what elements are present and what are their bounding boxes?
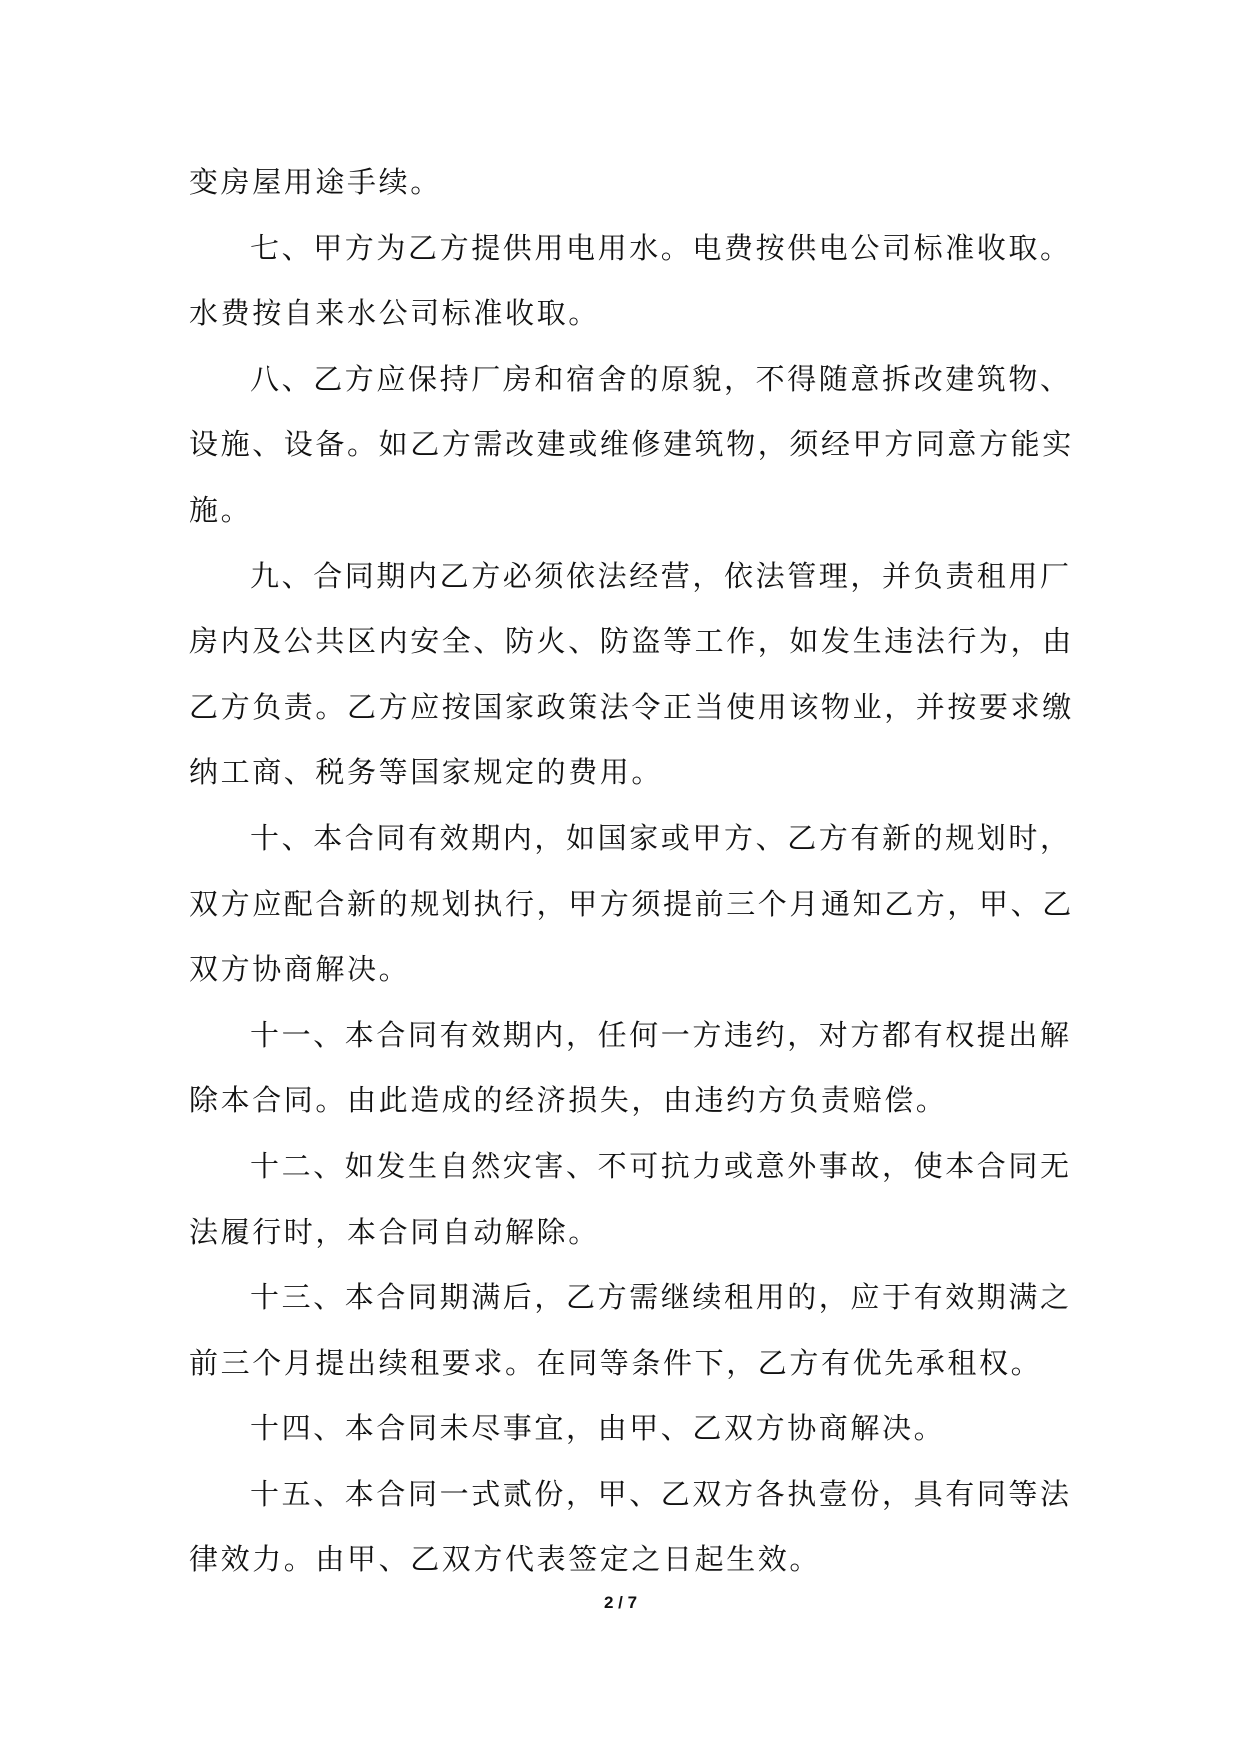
text-line: 变房屋用途手续。	[189, 165, 442, 199]
clause-9-line-2: 房内及公共区内安全、防火、防盗等工作，如发生违法行为，由	[189, 624, 1074, 659]
clause-10-line-1: 十、本合同有效期内，如国家或甲方、乙方有新的规划时，	[250, 820, 1072, 855]
clause-10-line-3: 双方协商解决。	[189, 952, 411, 987]
clause-9-line-3: 乙方负责。乙方应按国家政策法令正当使用该物业，并按要求缴	[189, 689, 1074, 724]
clause-8-line-2: 设施、设备。如乙方需改建或维修建筑物，须经甲方同意方能实	[189, 427, 1074, 462]
clause-12-line-2: 法履行时，本合同自动解除。	[189, 1214, 600, 1249]
clause-8-line-1: 八、乙方应保持厂房和宿舍的原貌，不得随意拆改建筑物、	[250, 361, 1072, 396]
clause-15-line-2: 律效力。由甲、乙双方代表签定之日起生效。	[189, 1542, 822, 1577]
clause-8-line-3: 施。	[189, 492, 253, 527]
clause-13-line-1: 十三、本合同期满后，乙方需继续租用的，应于有效期满之	[250, 1280, 1072, 1315]
clause-13-line-2: 前三个月提出续租要求。在同等条件下，乙方有优先承租权。	[189, 1345, 1043, 1380]
clause-7-line-1: 七、甲方为乙方提供用电用水。电费按供电公司标准收取。	[250, 230, 1072, 265]
page-number: 2 / 7	[603, 1593, 638, 1612]
clause-11-line-2: 除本合同。由此造成的经济损失，由违约方负责赔偿。	[189, 1083, 948, 1118]
clause-15-line-1: 十五、本合同一式贰份，甲、乙双方各执壹份，具有同等法	[250, 1476, 1072, 1511]
clause-12-line-1: 十二、如发生自然灾害、不可抗力或意外事故，使本合同无	[250, 1148, 1072, 1183]
clause-9-line-1: 九、合同期内乙方必须依法经营，依法管理，并负责租用厂	[250, 558, 1072, 593]
clause-10-line-2: 双方应配合新的规划执行，甲方须提前三个月通知乙方，甲、乙	[189, 886, 1074, 921]
clause-11-line-1: 十一、本合同有效期内，任何一方违约，对方都有权提出解	[250, 1017, 1072, 1052]
clause-14-line-1: 十四、本合同未尽事宜，由甲、乙双方协商解决。	[250, 1411, 946, 1446]
clause-7-line-2: 水费按自来水公司标准收取。	[189, 296, 600, 331]
clause-9-line-4: 纳工商、税务等国家规定的费用。	[189, 755, 664, 790]
contract-body-text	[189, 150, 1079, 1593]
